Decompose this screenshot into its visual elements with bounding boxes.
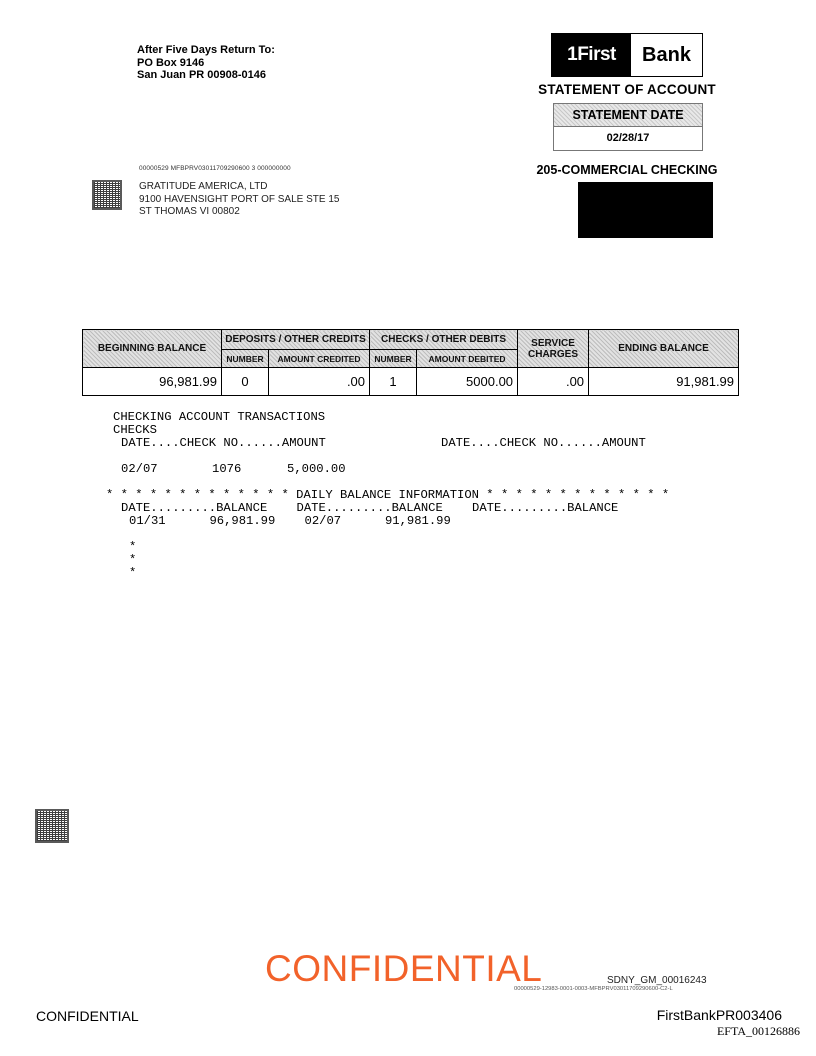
end-star: * xyxy=(129,566,137,580)
header-checks: CHECKS / OTHER DEBITS xyxy=(370,330,518,350)
beginning-balance: 96,981.99 xyxy=(83,368,222,396)
statement-date-label: STATEMENT DATE xyxy=(554,104,702,127)
daily-balance-row: 01/31 96,981.99 02/07 91,981.99 xyxy=(129,514,451,528)
page-code: 00000529-12983-0001-0003-MFBPRV03011709290600-C2-L xyxy=(514,986,673,992)
header-check-number: NUMBER xyxy=(370,350,417,368)
return-address-line2: PO Box 9146 xyxy=(137,56,205,69)
bates-number: FirstBankPR003406 xyxy=(656,1007,782,1023)
return-address xyxy=(137,44,275,82)
checks-col-header-left: DATE....CHECK NO......AMOUNT xyxy=(121,436,326,450)
summary-table xyxy=(82,329,739,396)
service-charges: .00 xyxy=(518,368,589,396)
check-number: 1076 xyxy=(212,462,242,476)
transactions-title: CHECKING ACCOUNT TRANSACTIONS xyxy=(113,410,326,424)
barcode-icon xyxy=(35,809,69,843)
statement-date-value: 02/28/17 xyxy=(606,132,650,144)
bank-logo xyxy=(551,33,703,77)
header-deposits: DEPOSITS / OTHER CREDITS xyxy=(222,330,370,350)
deposit-count: 0 xyxy=(222,368,269,396)
checks-section-label: CHECKS xyxy=(113,423,157,437)
checks-col-header-right: DATE....CHECK NO......AMOUNT xyxy=(441,436,646,450)
logo-bank: Bank xyxy=(642,43,691,66)
sdny-number: SDNY_GM_00016243 xyxy=(607,975,707,986)
statement-date-box xyxy=(553,103,703,151)
end-star: * xyxy=(129,540,137,554)
end-star: * xyxy=(129,553,137,567)
return-address-line3: San Juan PR 00908-0146 xyxy=(137,69,267,81)
confidential-stamp: CONFIDENTIAL xyxy=(265,948,543,989)
efta-number: EFTA_00126886 xyxy=(716,1024,800,1038)
header-ending-balance: ENDING BALANCE xyxy=(589,330,739,368)
recipient-city: ST THOMAS VI 00802 xyxy=(139,206,240,217)
logo-first: 1First xyxy=(552,34,631,76)
account-type: 205-COMMERCIAL CHECKING xyxy=(536,163,718,177)
mail-code: 00000529 MFBPRV03011709290600 3 000000000 xyxy=(139,165,291,172)
recipient-address xyxy=(139,181,339,219)
barcode-icon xyxy=(92,180,122,210)
daily-balance-header: DATE.........BALANCE DATE.........BALANCE DATE.........BALANCE xyxy=(121,501,619,515)
header-amount-credited: AMOUNT CREDITED xyxy=(269,350,370,368)
deposit-amount: .00 xyxy=(269,368,370,396)
check-count: 1 xyxy=(370,368,417,396)
daily-balance-title: * * * * * * * * * * * * * DAILY BALANCE INFORMATION * * * * * * * * * * * * * xyxy=(106,488,670,502)
statement-title: STATEMENT OF ACCOUNT xyxy=(538,82,716,97)
check-date: 02/07 xyxy=(121,462,158,476)
recipient-name: GRATITUDE AMERICA, LTD xyxy=(139,181,268,192)
check-amount-row: 5,000.00 xyxy=(287,462,346,476)
redaction-box xyxy=(578,182,713,238)
ending-balance: 91,981.99 xyxy=(589,368,739,396)
header-service-charges: SERVICE CHARGES xyxy=(518,330,589,368)
header-beginning-balance: BEGINNING BALANCE xyxy=(83,330,222,368)
confidential-label: CONFIDENTIAL xyxy=(36,1008,139,1024)
header-deposit-number: NUMBER xyxy=(222,350,269,368)
check-amount: 5000.00 xyxy=(417,368,518,396)
recipient-street: 9100 HAVENSIGHT PORT OF SALE STE 15 xyxy=(139,193,340,205)
header-amount-debited: AMOUNT DEBITED xyxy=(417,350,518,368)
return-address-line1: After Five Days Return To: xyxy=(137,44,275,56)
